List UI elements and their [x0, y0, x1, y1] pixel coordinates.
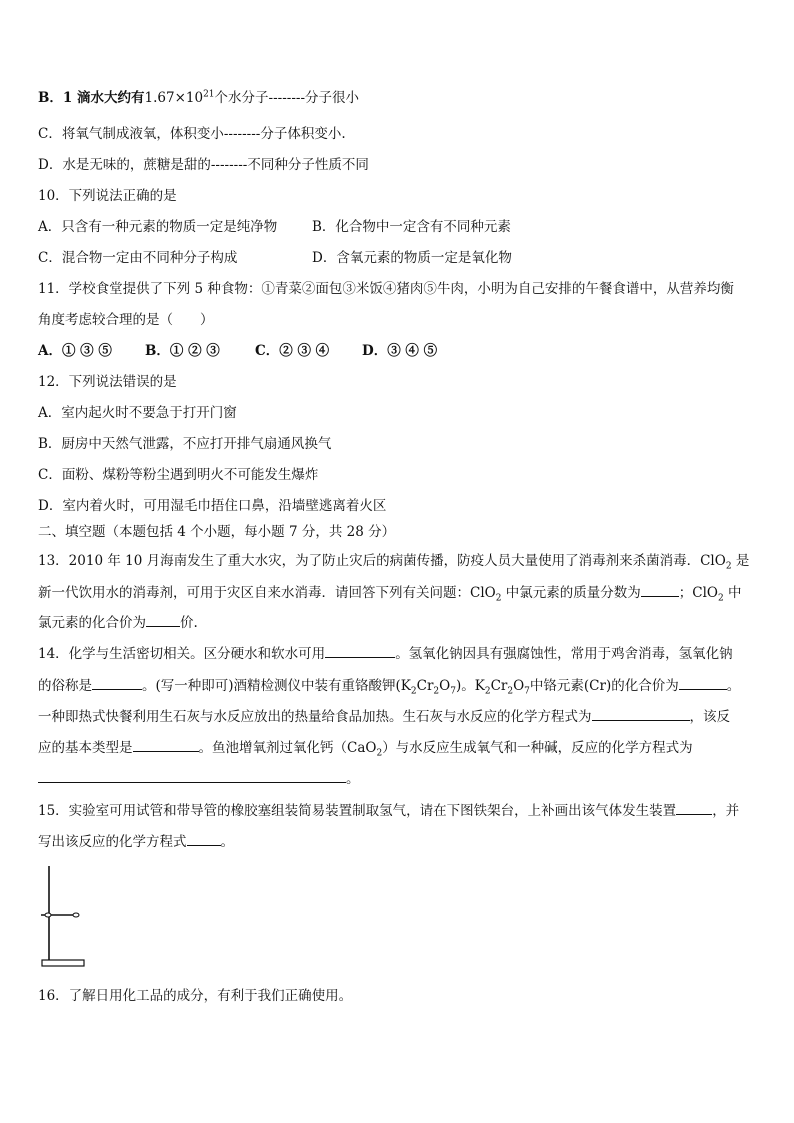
q12-option-d: D．室内着火时，可用湿毛巾捂住口鼻，沿墙壁逃离着火区: [38, 498, 387, 514]
q9-number: $1.67\times 10^{21}$: [144, 89, 215, 106]
q12-option-b: B．厨房中天然气泄露，不应打开排气扇通风换气: [38, 436, 332, 452]
q12-option-a: A．室内起火时不要急于打开门窗: [38, 405, 237, 421]
q12-stem: 12．下列说法错误的是: [38, 374, 177, 390]
answer-blank[interactable]: [679, 675, 727, 690]
q11-option-c: C．② ③ ④: [255, 343, 330, 359]
q10-stem: 10．下列说法正确的是: [38, 188, 177, 204]
answer-blank[interactable]: [133, 737, 199, 752]
q14-line4: 应的基本类型是 。鱼池增氧剂过氧化钙（CaO$_2$）与水反应生成氧气和一种碱，反应的化学方程式为: [38, 737, 693, 758]
q11-stem-line2: 角度考虑较合理的是（ ）: [38, 312, 214, 328]
answer-blank[interactable]: [146, 612, 180, 627]
answer-blank[interactable]: [592, 706, 690, 721]
q13-line1: 13．2010 年 10 月海南发生了重大水灾，为了防止灾后的病菌传播，防疫人员大量使用了消毒剂来杀菌消毒．ClO$_2$ 是: [38, 553, 750, 572]
q11-option-b: B．① ② ③: [145, 343, 220, 359]
q16-stem: 16．了解日用化工品的成分，有利于我们正确使用。: [38, 988, 353, 1004]
q14-line1: 14．化学与生活密切相关。区分硬水和软水可用 。氢氧化钠因具有强腐蚀性，常用于鸡舍消毒，氢氧化钠: [38, 643, 733, 664]
q11-option-a: A．① ③ ⑤: [38, 343, 112, 359]
q13-line3: 氯元素的化合价为 价.: [38, 612, 198, 633]
answer-blank[interactable]: [92, 675, 142, 690]
answer-blank[interactable]: [325, 643, 395, 658]
q9-option-c: C．将氧气制成液氧，体积变小--------分子体积变小.: [38, 126, 346, 142]
answer-blank[interactable]: [641, 582, 679, 597]
q10-option-d: D．含氧元素的物质一定是氧化物: [312, 250, 512, 266]
answer-blank[interactable]: [38, 768, 346, 783]
q12-option-c: C．面粉、煤粉等粉尘遇到明火不可能发生爆炸: [38, 467, 319, 483]
q15-line1: 15．实验室可用试管和带导管的橡胶塞组装简易装置制取氢气，请在下图铁架台，上补画出该气体发生装置 ，并: [38, 800, 739, 821]
q11-option-d: D．③ ④ ⑤: [362, 343, 438, 359]
answer-blank[interactable]: [676, 800, 712, 815]
iron-stand-figure: [40, 864, 100, 972]
q11-stem-line1: 11．学校食堂提供了下列 5 种食物：①青菜②面包③米饭④猪肉⑤牛肉，小明为自己安排的午餐食谱中，从营养均衡: [38, 281, 734, 297]
q11-options: [38, 341, 437, 361]
q10-option-c: C．混合物一定由不同种分子构成: [38, 250, 238, 266]
q9-option-b: B．1 滴水大约有$1.67\times 10^{21}$个水分子--------分子很小: [38, 89, 360, 106]
q14-line5: 。: [38, 768, 360, 789]
section-heading: 二、填空题（本题包括 4 个小题，每小题 7 分，共 28 分）: [38, 524, 396, 540]
q10-option-a: A．只含有一种元素的物质一定是纯净物: [38, 219, 278, 235]
q14-line2: 的俗称是 。(写一种即可)酒精检测仪中装有重铬酸钾$(K_2Cr_2O_7)$。$K_2Cr_2O_7$中铬元素(Cr)的化合价为 。: [38, 675, 740, 696]
answer-blank[interactable]: [187, 831, 221, 846]
q15-line2: 写出该反应的化学方程式 。: [38, 831, 234, 852]
q10-option-b: B．化合物中一定含有不同种元素: [312, 219, 511, 235]
q13-line2: 新一代饮用水的消毒剂，可用于灾区自来水消毒．请回答下列有关问题：ClO$_2$ 中氯元素的质量分数为 ；ClO$_2$ 中: [38, 582, 742, 603]
q14-line3: 一种即热式快餐利用生石灰与水反应放出的热量给食品加热。生石灰与水反应的化学方程式为 ，该反: [38, 706, 730, 727]
q9-option-d: D．水是无味的，蔗糖是甜的--------不同种分子性质不同: [38, 157, 369, 173]
